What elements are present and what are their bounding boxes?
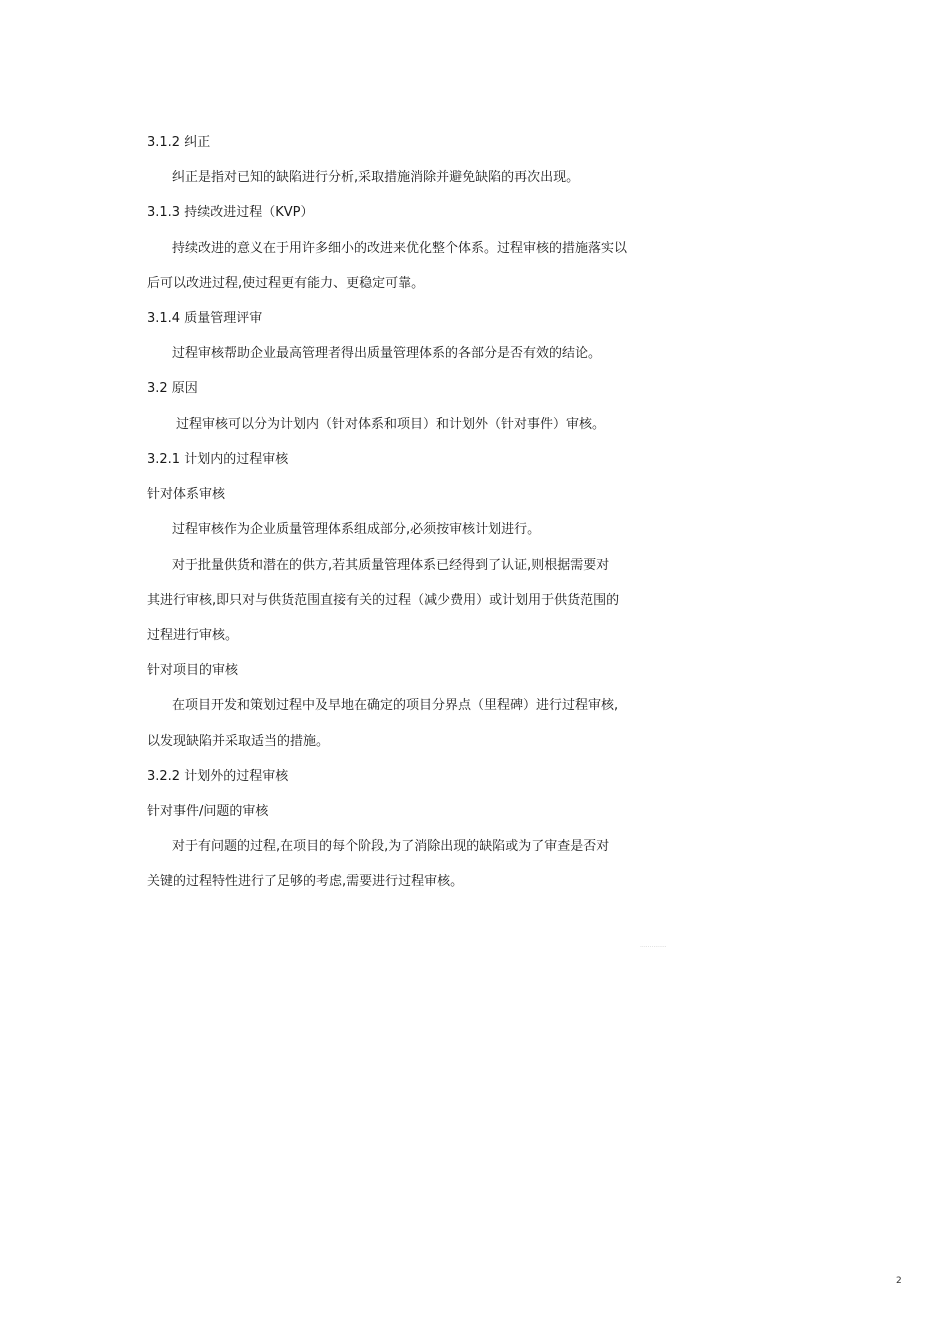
subheading-project-audit: 针对项目的审核 bbox=[147, 663, 239, 678]
section-heading-3-2-2: 3.2.2 计划外的过程审核 bbox=[147, 769, 289, 784]
faint-dot-leader: .............. bbox=[640, 942, 667, 949]
section-heading-3-2: 3.2 原因 bbox=[147, 381, 198, 396]
paragraph-line: 对于有问题的过程,在项目的每个阶段,为了消除出现的缺陷或为了审查是否对 bbox=[172, 839, 610, 854]
subheading-system-audit: 针对体系审核 bbox=[147, 487, 226, 502]
paragraph-line: 后可以改进过程,使过程更有能力、更稳定可靠。 bbox=[147, 276, 425, 291]
section-heading-3-1-2: 3.1.2 纠正 bbox=[147, 135, 211, 150]
paragraph-line: 持续改进的意义在于用许多细小的改进来优化整个体系。过程审核的措施落实以 bbox=[172, 241, 628, 256]
section-heading-3-1-4: 3.1.4 质量管理评审 bbox=[147, 311, 263, 326]
page-number: 2 bbox=[896, 1276, 902, 1286]
paragraph-line: 纠正是指对已知的缺陷进行分析,采取措施消除并避免缺陷的再次出现。 bbox=[172, 170, 580, 185]
paragraph-line: 过程审核可以分为计划内（针对体系和项目）和计划外（针对事件）审核。 bbox=[176, 417, 606, 432]
paragraph-line: 过程审核作为企业质量管理体系组成部分,必须按审核计划进行。 bbox=[172, 522, 541, 537]
paragraph-line: 其进行审核,即只对与供货范围直接有关的过程（减少费用）或计划用于供货范围的 bbox=[147, 593, 620, 608]
paragraph-line: 过程审核帮助企业最高管理者得出质量管理体系的各部分是否有效的结论。 bbox=[172, 346, 602, 361]
paragraph-line: 关键的过程特性进行了足够的考虑,需要进行过程审核。 bbox=[147, 874, 464, 889]
section-heading-3-2-1: 3.2.1 计划内的过程审核 bbox=[147, 452, 289, 467]
paragraph-line: 以发现缺陷并采取适当的措施。 bbox=[147, 734, 330, 749]
paragraph-line: 在项目开发和策划过程中及早地在确定的项目分界点（里程碑）进行过程审核, bbox=[172, 698, 619, 713]
section-heading-3-1-3: 3.1.3 持续改进过程（KVP） bbox=[147, 205, 314, 220]
paragraph-line: 过程进行审核。 bbox=[147, 628, 239, 643]
paragraph-line: 对于批量供货和潜在的供方,若其质量管理体系已经得到了认证,则根据需要对 bbox=[172, 558, 610, 573]
subheading-event-audit: 针对事件/问题的审核 bbox=[147, 804, 269, 819]
